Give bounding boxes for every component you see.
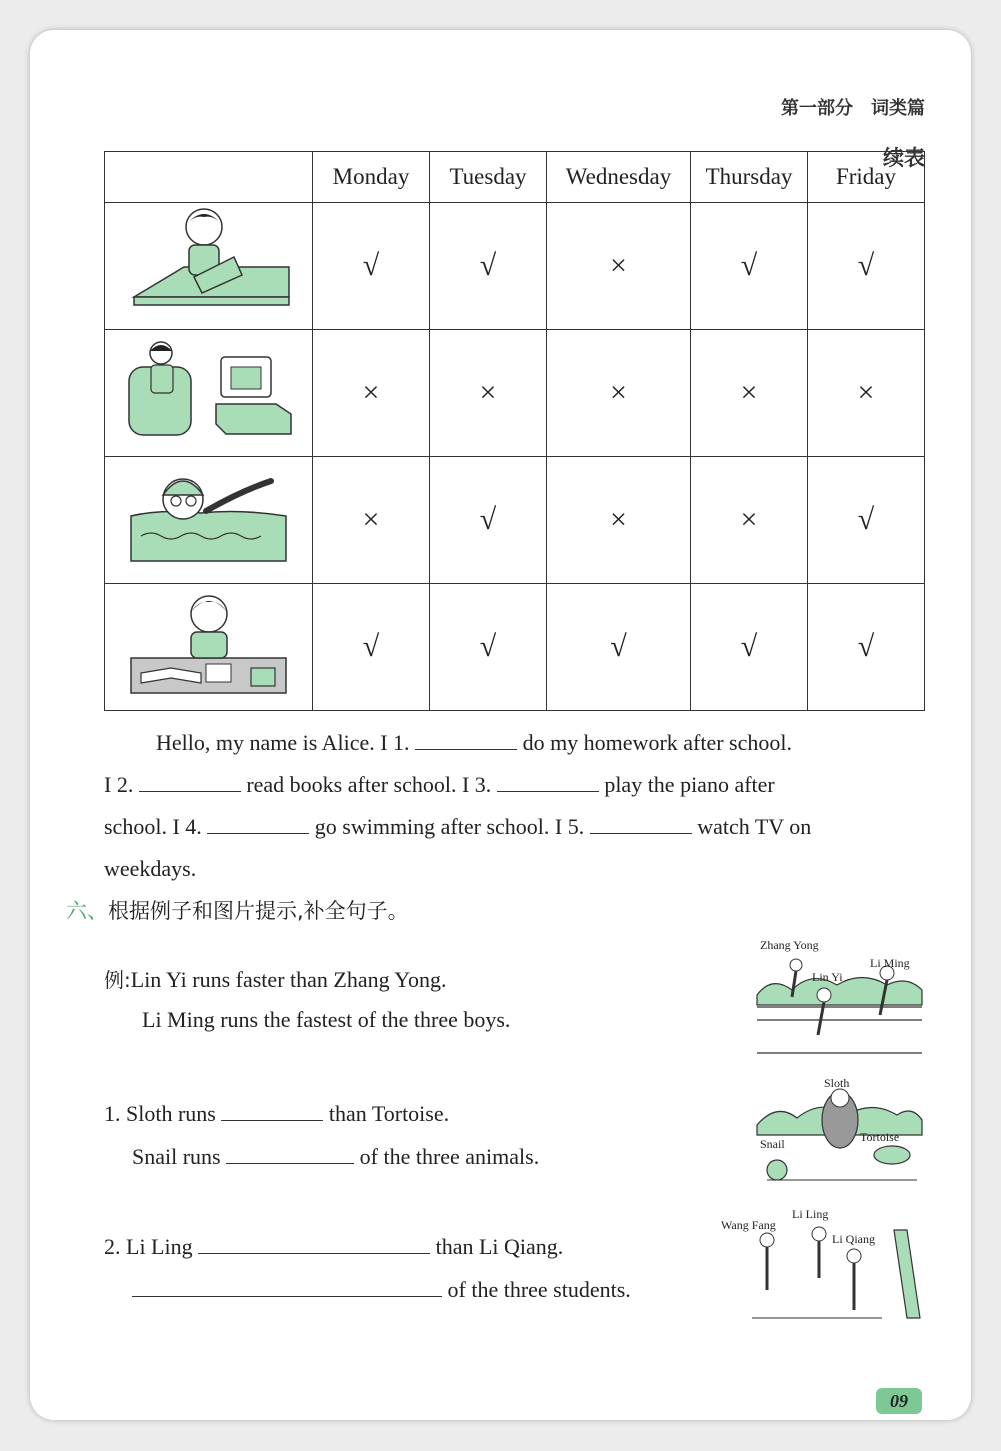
passage-text: read books after school. I 3. (246, 772, 492, 797)
question-1-line-1 (104, 1098, 449, 1127)
page-number: 09 (876, 1388, 922, 1414)
header-part: 第一部分 (781, 98, 853, 119)
swimming-illustration (105, 457, 313, 584)
answer-blank-2[interactable] (139, 769, 241, 792)
answer-blank-4[interactable] (207, 811, 309, 834)
name-label: Li Qiang (832, 1232, 875, 1246)
header-section: 词类篇 (871, 98, 925, 119)
name-label: Snail (760, 1137, 785, 1151)
question-2-line-2 (132, 1274, 631, 1303)
mark-cell: √ (430, 203, 547, 330)
mark-cell: × (808, 330, 925, 457)
mark-cell: × (313, 457, 430, 584)
answer-blank-3[interactable] (497, 769, 599, 792)
mark-cell: √ (313, 584, 430, 711)
mark-cell: × (691, 457, 808, 584)
passage-line-2 (104, 764, 922, 806)
section-number: 六、 (66, 899, 108, 923)
mark-cell: × (691, 330, 808, 457)
question-text: 2. Li Ling (104, 1234, 193, 1259)
question-2-line-1 (104, 1231, 563, 1260)
homework-illustration (105, 584, 313, 711)
passage-text: do my homework after school. (522, 730, 792, 755)
section-title: 根据例子和图片提示,补全句子。 (108, 899, 409, 923)
name-label: Sloth (824, 1076, 850, 1090)
continued-label: 续表 (883, 146, 925, 170)
mark-cell: √ (430, 457, 547, 584)
reading-illustration (105, 203, 313, 330)
example-sentence-2: Li Ming runs the fastest of the three boys. (142, 1007, 511, 1032)
question-text: 1. Sloth runs (104, 1101, 216, 1126)
table-row (105, 584, 925, 711)
name-label: Zhang Yong (760, 938, 819, 952)
mark-cell: √ (313, 203, 430, 330)
passage-text: play the piano after (604, 772, 775, 797)
corner-cell (105, 152, 313, 203)
question-text: of the three animals. (359, 1144, 540, 1169)
day-header: Friday (808, 152, 925, 203)
passage-text: school. I 4. (104, 814, 202, 839)
day-header: Thursday (691, 152, 808, 203)
name-label: Lin Yi (812, 970, 843, 984)
name-label: Tortoise (860, 1130, 900, 1144)
page-header (763, 94, 925, 120)
question-text: of the three students. (447, 1277, 631, 1302)
tv-illustration (105, 330, 313, 457)
race-illustration (752, 935, 927, 1060)
mark-cell: × (547, 330, 691, 457)
name-label: Li Ming (870, 956, 910, 970)
answer-blank-q2b[interactable] (132, 1274, 442, 1297)
table-row (105, 457, 925, 584)
mark-cell: × (313, 330, 430, 457)
answer-blank-q1b[interactable] (226, 1141, 354, 1164)
mark-cell: √ (808, 584, 925, 711)
mark-cell: × (430, 330, 547, 457)
mark-cell: √ (808, 203, 925, 330)
example-label: 例: (104, 968, 131, 992)
question-1-line-2 (132, 1141, 539, 1170)
example-sentence-1 (104, 964, 446, 993)
example-text: Lin Yi runs faster than Zhang Yong. (130, 967, 447, 992)
question-text: Snail runs (132, 1144, 221, 1169)
answer-blank-1[interactable] (415, 727, 517, 750)
passage-text: watch TV on (697, 814, 812, 839)
answer-blank-q1a[interactable] (221, 1098, 323, 1121)
passage-text: go swimming after school. I 5. (314, 814, 585, 839)
answer-blank-q2a[interactable] (198, 1231, 430, 1254)
mark-cell: × (547, 203, 691, 330)
mark-cell: √ (808, 457, 925, 584)
mark-cell: √ (691, 584, 808, 711)
passage-line-4: weekdays. (104, 856, 197, 881)
passage-text: I 2. (104, 772, 134, 797)
section-6-heading (66, 895, 409, 925)
day-header: Tuesday (430, 152, 547, 203)
name-label: Li Ling (792, 1207, 829, 1221)
schedule-table (104, 151, 925, 711)
day-header: Monday (313, 152, 430, 203)
name-label: Wang Fang (721, 1218, 776, 1232)
animals-illustration (752, 1080, 927, 1190)
mark-cell: √ (547, 584, 691, 711)
passage-line-3 (104, 806, 922, 848)
question-text: than Li Qiang. (435, 1234, 564, 1259)
table-row (105, 330, 925, 457)
day-header: Wednesday (547, 152, 691, 203)
mark-cell: √ (691, 203, 808, 330)
answer-blank-5[interactable] (590, 811, 692, 834)
question-text: than Tortoise. (328, 1101, 450, 1126)
mark-cell: √ (430, 584, 547, 711)
table-row (105, 203, 925, 330)
passage-text: Hello, my name is Alice. I 1. (156, 730, 410, 755)
mark-cell: × (547, 457, 691, 584)
passage-line-1 (104, 722, 922, 764)
